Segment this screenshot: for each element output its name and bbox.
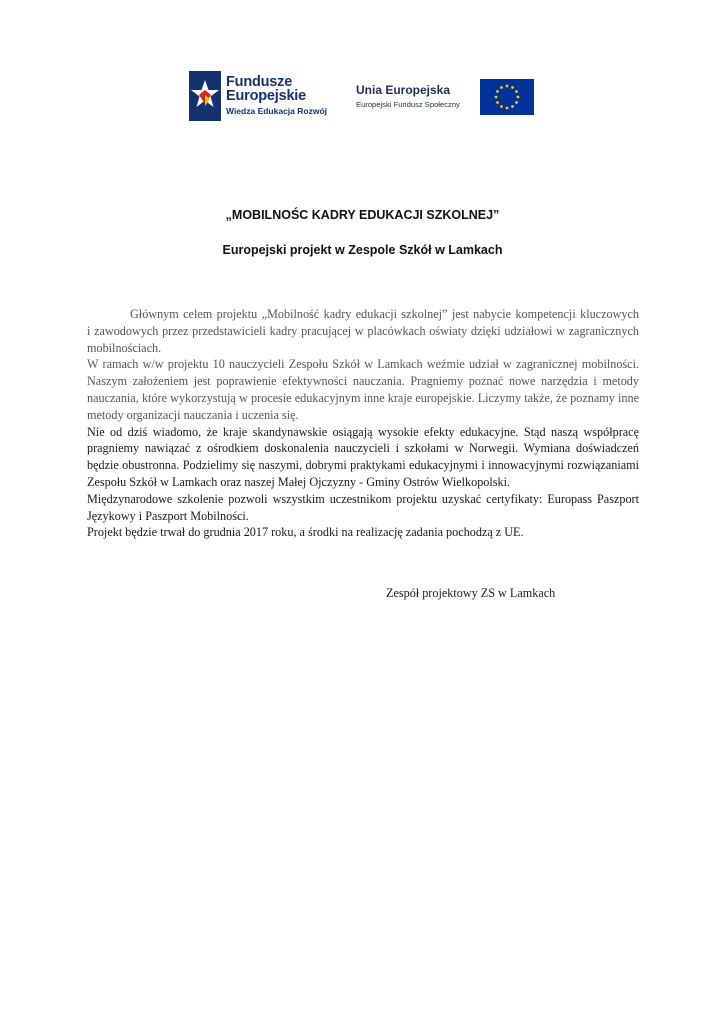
- body-line: Naszym założeniem jest poprawienie efektywności nauczania. Pragniemy poznać nowe narzędzia i metody: [87, 374, 639, 389]
- fundusze-europejskie-logo: [186, 68, 346, 128]
- fundusze-star-icon: [189, 71, 221, 121]
- fundusze-line2: Europejskie: [226, 88, 306, 104]
- fundusze-line1: Fundusze: [226, 74, 293, 90]
- unia-subtitle: Europejski Fundusz Społeczny: [356, 100, 460, 109]
- body-line: W ramach w/w projektu 10 nauczycieli Zespołu Szkół w Lamkach weźmie udział w zagranicznej mobilności.: [87, 357, 639, 372]
- body-line: nauczania, które wykorzystują w procesie edukacyjnym inne kraje europejskie. Liczymy także, że poznamy inne: [87, 390, 639, 405]
- body-line: Międzynarodowe szkolenie pozwoli wszystkim uczestnikom projektu uzyskać certyfikaty: Europass Paszport: [87, 491, 639, 506]
- body-line: Projekt będzie trwał do grudnia 2017 roku, a środki na realizację zadania pochodzą z UE.: [87, 525, 524, 540]
- unia-title: Unia Europejska: [356, 83, 451, 97]
- fundusze-text: [226, 75, 327, 116]
- body-line: i zawodowych przez przedstawicieli kadry pracującej w placówkach oświaty dzięki udziałowi w zagranicznych: [87, 323, 639, 338]
- logo-strip: [186, 68, 538, 128]
- body-line: Językowy i Paszport Mobilności.: [87, 508, 249, 523]
- body-line: Głównym celem projektu „Mobilność kadry edukacji szkolnej” jest nabycie kompetencji kluczowych: [130, 307, 639, 321]
- document-heading: „MOBILNOŚC KADRY EDUKACJI SZKOLNEJ”: [225, 208, 500, 222]
- body-line: Nie od dziś wiadomo, że kraje skandynawskie osiągają wysokie efekty edukacyjne. Stąd naszą współpracę: [87, 424, 639, 439]
- document-subheading: Europejski projekt w Zespole Szkół w Lamkach: [222, 243, 503, 257]
- body-line: mobilnościach.: [87, 340, 162, 355]
- body-line: pragniemy nawiązać z ośrodkiem doskonalenia nauczycieli i szkołami w Norwegii. Wymiana doświadczeń: [87, 441, 639, 456]
- fundusze-subtitle: Wiedza Edukacja Rozwój: [226, 106, 327, 116]
- body-line: będzie obustronna. Podzielimy się naszymi, dobrymi praktykami edukacyjnymi i innowacyjnymi rozwiązaniami: [87, 458, 639, 473]
- body-line: metody organizacji nauczania i uczenia się.: [87, 407, 299, 422]
- body-line: Zespołu Szkół w Lamkach oraz naszej Małej Ojczyzny - Gminy Ostrów Wielkopolski.: [87, 474, 511, 489]
- unia-europejska-text: [356, 83, 460, 109]
- document-body: [87, 306, 639, 541]
- eu-flag-icon: [480, 79, 534, 115]
- signature: Zespół projektowy ZS w Lamkach: [386, 586, 556, 600]
